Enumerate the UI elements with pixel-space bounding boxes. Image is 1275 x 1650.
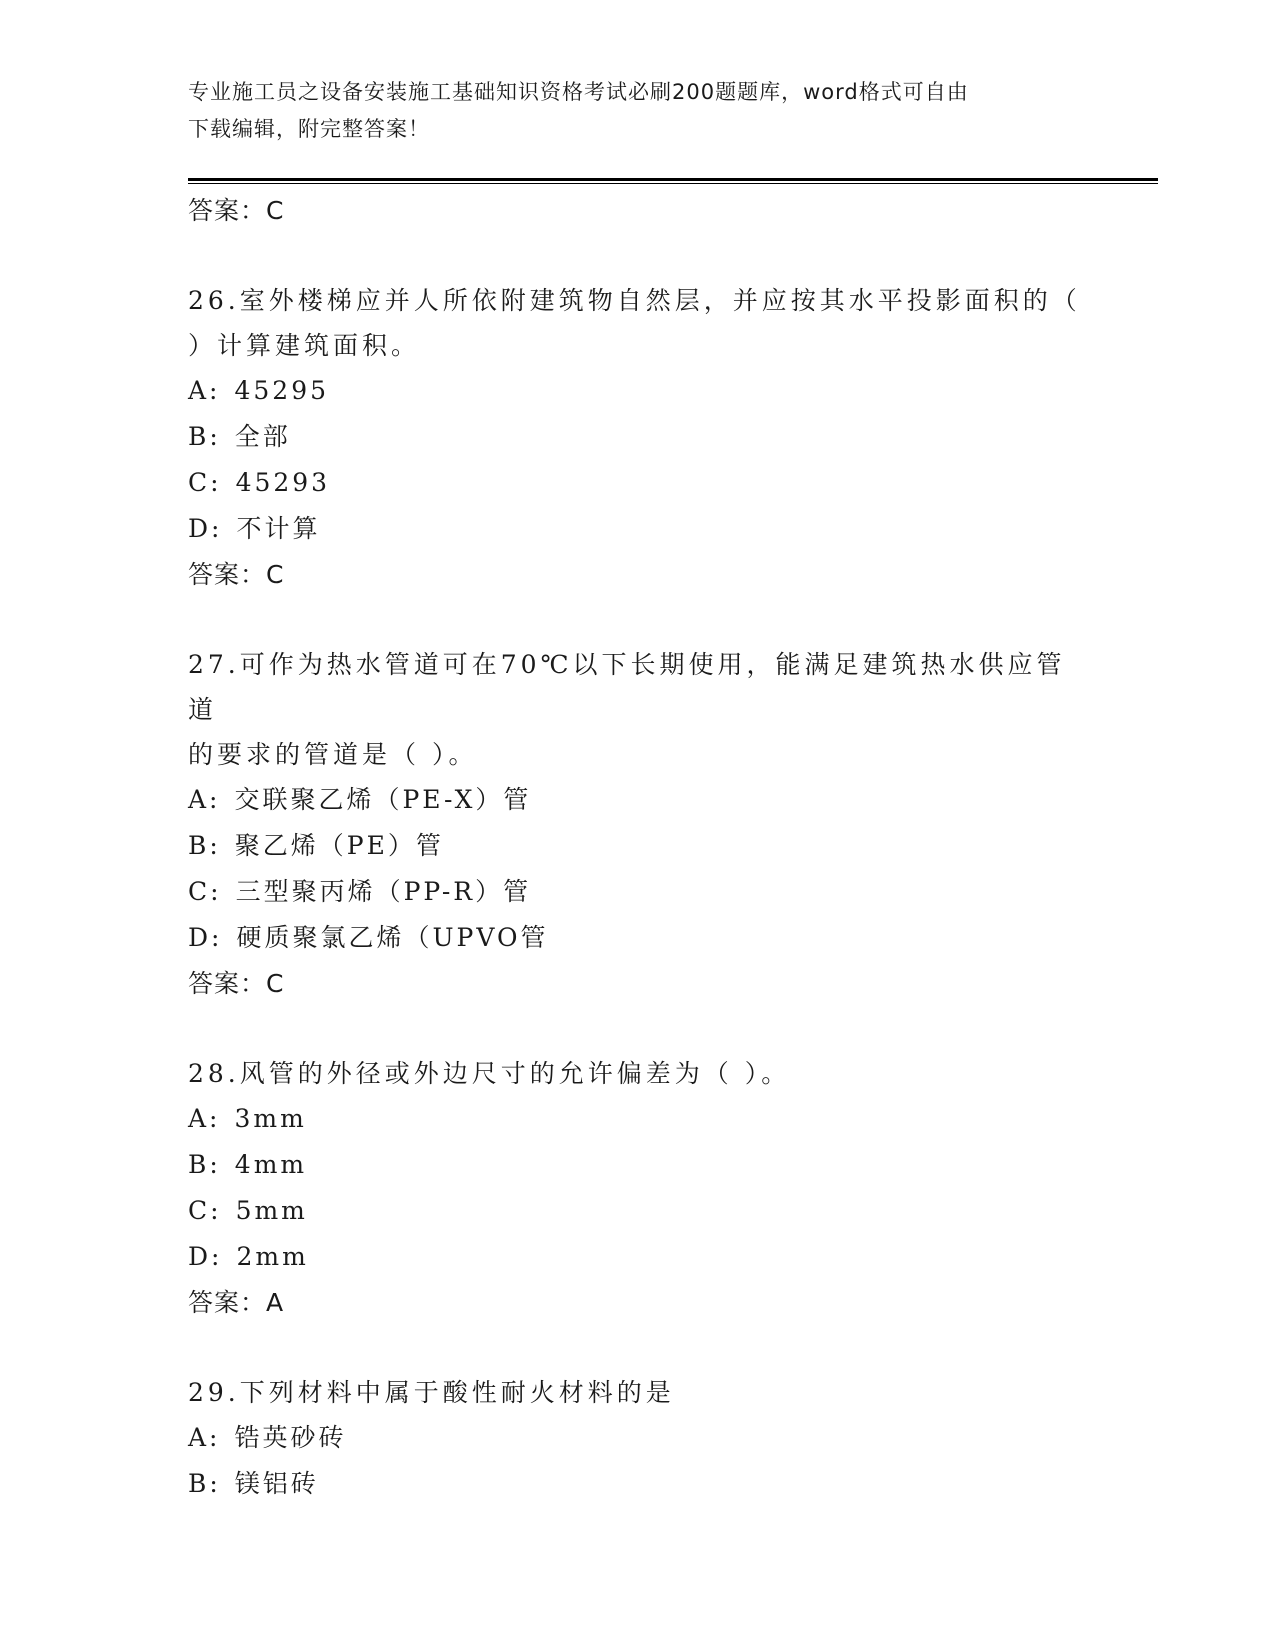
document-content xyxy=(188,188,1158,1507)
option-a: A: 交联聚乙烯（PE-X）管 xyxy=(188,785,532,814)
question-block xyxy=(188,278,1158,598)
answer-line: 答案：C xyxy=(188,560,285,589)
answer-line: 答案：C xyxy=(188,969,285,998)
header-line-1: 专业施工员之设备安装施工基础知识资格考试必刷200题题库，word格式可自由 xyxy=(188,80,969,104)
option-c: C: 三型聚丙烯（PP-R）管 xyxy=(188,877,532,906)
answer-line: 答案：A xyxy=(188,1288,285,1317)
question-stem xyxy=(188,1370,1088,1415)
question-stem xyxy=(188,278,1088,368)
option-d: D: 2mm xyxy=(188,1242,309,1271)
question-stem-line: 的要求的管道是（ ）。 xyxy=(188,740,478,769)
option-b: B: 全部 xyxy=(188,422,291,451)
option-d: D: 不计算 xyxy=(188,514,321,543)
question-block xyxy=(188,1370,1158,1507)
option-b: B: 聚乙烯（PE）管 xyxy=(188,831,444,860)
question-stem-line: 28.风管的外径或外边尺寸的允许偏差为（ ）。 xyxy=(188,1059,791,1088)
option-b: B: 4mm xyxy=(188,1150,308,1179)
question-block xyxy=(188,1051,1158,1326)
answer-line: 答案：C xyxy=(188,196,285,225)
header-rule-thick xyxy=(188,178,1158,181)
question-stem-line: 29.下列材料中属于酸性耐火材料的是 xyxy=(188,1378,675,1407)
header-rule-thin xyxy=(188,183,1158,184)
question-stem-line: ）计算建筑面积。 xyxy=(188,331,421,360)
question-stem-line: 26.室外楼梯应并人所依附建筑物自然层，并应按其水平投影面积的（ xyxy=(188,286,1081,315)
question-stem xyxy=(188,1051,1088,1096)
option-a: A: 45295 xyxy=(188,376,330,405)
option-a: A: 锆英砂砖 xyxy=(188,1423,347,1452)
page-header xyxy=(188,74,1058,148)
option-b: B: 镁铝砖 xyxy=(188,1469,319,1498)
option-c: C: 45293 xyxy=(188,468,331,497)
option-c: C: 5mm xyxy=(188,1196,308,1225)
question-stem-line: 27.可作为热水管道可在70℃以下长期使用，能满足建筑热水供应管道 xyxy=(188,650,1066,724)
option-a: A: 3mm xyxy=(188,1104,307,1133)
question-block xyxy=(188,642,1158,1007)
option-d: D: 硬质聚氯乙烯（UPVO管 xyxy=(188,923,549,952)
question-stem xyxy=(188,642,1088,777)
header-line-2: 下载编辑，附完整答案！ xyxy=(188,117,430,141)
